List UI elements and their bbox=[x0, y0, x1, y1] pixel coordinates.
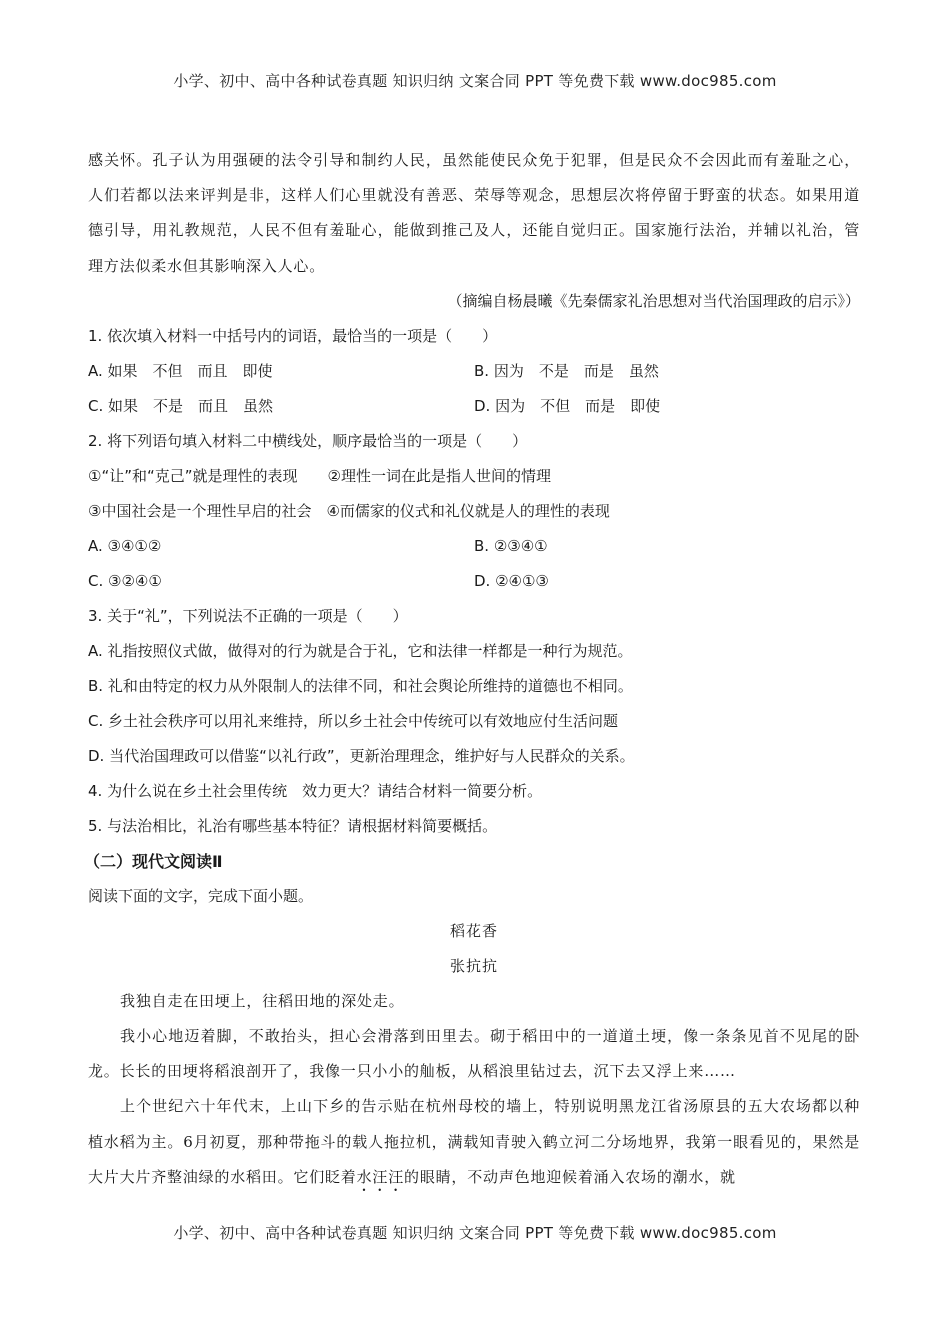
q2-option-a[interactable]: A. ③④①② bbox=[88, 536, 162, 555]
q1-option-c[interactable]: C. 如果 不是 而且 虽然 bbox=[88, 396, 274, 415]
page-content bbox=[84, 143, 860, 1195]
emphasized-word: 水汪汪 bbox=[356, 1167, 405, 1186]
question-2-options-row2 bbox=[88, 564, 860, 599]
question-2-options-row1 bbox=[88, 529, 860, 564]
q3-option-c[interactable]: C. 乡土社会秩序可以用礼来维持，所以乡土社会中传统可以有效地应付生活问题 bbox=[88, 711, 619, 730]
question-2-stem: 2. 将下列语句填入材料二中横线处，顺序最恰当的一项是（ ） bbox=[88, 431, 528, 450]
story-title: 稻花香 bbox=[449, 921, 498, 940]
question-4: 4. 为什么说在乡土社会里传统 效力更大？请结合材料一简要分析。 bbox=[88, 781, 543, 800]
question-1-stem: 1. 依次填入材料一中括号内的词语，最恰当的一项是（ ） bbox=[88, 326, 498, 345]
page-header: 小学、初中、高中各种试卷真题 知识归纳 文案合同 PPT 等免费下载 www.doc985.com bbox=[173, 72, 777, 90]
q2-option-c[interactable]: C. ③②④① bbox=[88, 571, 162, 590]
question-2-sentences-2: ③中国社会是一个理性早启的社会 ④而儒家的仪式和礼仪就是人的理性的表现 bbox=[88, 501, 610, 520]
q1-option-b[interactable]: B. 因为 不是 而是 虽然 bbox=[474, 361, 659, 380]
page-footer: 小学、初中、高中各种试卷真题 知识归纳 文案合同 PPT 等免费下载 www.doc985.com bbox=[173, 1224, 777, 1242]
question-3-stem: 3. 关于“礼”，下列说法不正确的一项是（ ） bbox=[88, 606, 408, 625]
story-paragraph-3-end: 的眼睛，不动声色地迎候着涌入农场的潮水，就 bbox=[404, 1167, 736, 1186]
q1-option-d[interactable]: D. 因为 不但 而是 即使 bbox=[474, 396, 661, 415]
story-paragraph-1: 我独自走在田埂上，往稻田地的深处走。 bbox=[120, 991, 405, 1010]
passage-paragraph: 感关怀。孔子认为用强硬的法令引导和制约人民，虽然能使民众免于犯罪，但是民众不会因此而有羞耻之心，人们若都以法来评判是非，这样人们心里就没有善恶、荣辱等观念，思想层次将停留于野蛮的状态。如果用道德引导，用礼教规范，人民不但有羞耻心，能做到推己及人，还能自觉归正。国家施行法治，并辅以礼治，管理方法似柔水但其影响深入人心。 bbox=[88, 151, 860, 275]
story-paragraph-3 bbox=[88, 1089, 860, 1195]
q3-option-a[interactable]: A. 礼指按照仪式做，做得对的行为就是合于礼，它和法律一样都是一种行为规范。 bbox=[88, 641, 633, 660]
q2-option-b[interactable]: B. ②③④① bbox=[474, 536, 548, 555]
question-5: 5. 与法治相比，礼治有哪些基本特征？请根据材料简要概括。 bbox=[88, 816, 498, 835]
story-paragraph-3-start: 上个世纪六十年代末，上山下乡的告示贴在杭州母校的墙上，特别说明黑龙江省汤原县的五大农场都以种植水稻为主。6月初夏，那种带拖斗的载人拖拉机，满载知青驶入鹤立河二分场地界，我第一眼看见的，果然是大片大片齐整油绿的水稻田。它们眨着 bbox=[88, 1097, 860, 1186]
story-paragraph-2: 我小心地迈着脚，不敢抬头，担心会滑落到田里去。砌于稻田中的一道道土埂，像一条条见首不见尾的卧龙。长长的田埂将稻浪剖开了，我像一只小小的舢板，从稻浪里钻过去，沉下去又浮上来…… bbox=[88, 1027, 860, 1081]
q3-option-d[interactable]: D. 当代治国理政可以借鉴“以礼行政”，更新治理理念，维护好与人民群众的关系。 bbox=[88, 746, 635, 765]
passage-source: （摘编自杨晨曦《先秦儒家礼治思想对当代治国理政的启示》） bbox=[447, 291, 860, 310]
question-1-options-row2 bbox=[88, 389, 860, 424]
question-1-options-row1 bbox=[88, 354, 860, 389]
q3-option-b[interactable]: B. 礼和由特定的权力从外限制人的法律不同，和社会舆论所维持的道德也不相同。 bbox=[88, 676, 633, 695]
story-author: 张抗抗 bbox=[449, 956, 498, 975]
section-heading: （二）现代文阅读Ⅱ bbox=[84, 851, 223, 871]
question-2-sentences-1: ①“让”和“克己”就是理性的表现 ②理性一词在此是指人世间的情理 bbox=[88, 466, 551, 485]
section-instruction: 阅读下面的文字，完成下面小题。 bbox=[88, 886, 314, 905]
q2-option-d[interactable]: D. ②④①③ bbox=[474, 571, 549, 590]
q1-option-a[interactable]: A. 如果 不但 而且 即使 bbox=[88, 361, 273, 380]
